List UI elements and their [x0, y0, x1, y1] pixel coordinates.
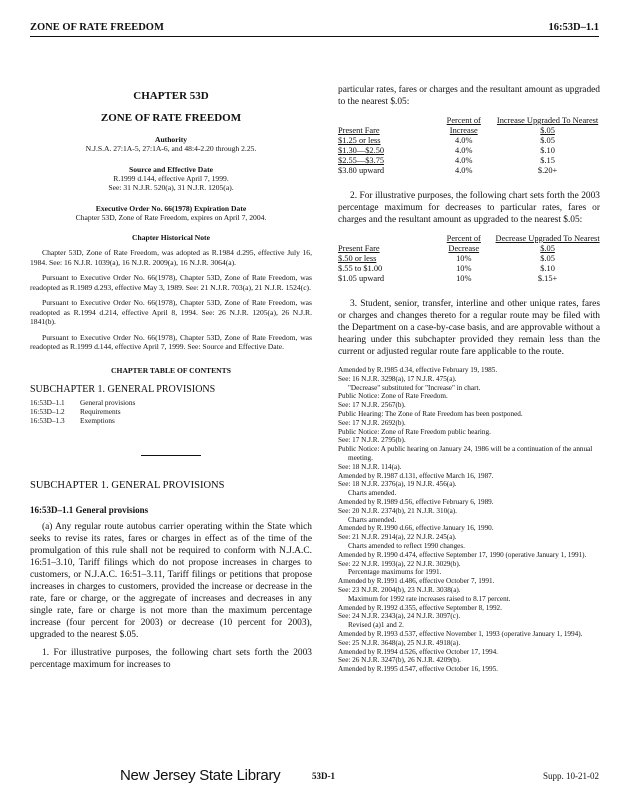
amendment-line: Charts amended. — [348, 515, 397, 524]
chapter-name: ZONE OF RATE FREEDOM — [100, 112, 242, 124]
toc-entry-number: 16:53D–1.2 — [30, 406, 65, 416]
table-header: Decrease Upgraded To Nearest $.05 — [495, 234, 600, 253]
paragraph-2: 2. For illustrative purposes, the following chart sets forth the 2003 percentage maximum for decreases to particular rates, fares or charges and the resultant amount as upgraded to the nearest $.05: — [338, 191, 600, 225]
source-heading: Source and Effective Date — [128, 164, 213, 174]
table-header: Increase Upgraded To Nearest $.05 — [496, 116, 599, 135]
section-divider — [141, 455, 201, 456]
amendment-line: Amended by R.1993 d.537, effective November 1, 1993 (operative January 1, 1994). — [338, 629, 583, 638]
table-cell: $.05 — [540, 254, 555, 263]
authority-text: N.J.S.A. 27:1A-5, 27:1A-6, and 48:4-2.20 through 2.25. — [85, 144, 257, 153]
table-cell: $3.80 upward — [338, 166, 385, 175]
left-column — [30, 50, 312, 671]
amendment-line: See: 25 N.J.R. 3648(a), 25 N.J.R. 4918(a). — [338, 638, 461, 647]
table-row — [338, 166, 600, 176]
amendment-line: See: 17 N.J.R. 2567(b). — [338, 401, 406, 410]
page-number: 53D-1 — [312, 771, 335, 781]
history-note: Pursuant to Executive Order No. 66(1978), Chapter 53D, Zone of Rate Freedom, was readopted as R.1994 d.214, effective April 8, 1994. See: 26 N.J.R. 1205(a), 26 N.J.R. 1841(b). — [30, 298, 312, 326]
toc-subchapter: SUBCHAPTER 1. GENERAL PROVISIONS — [30, 383, 216, 395]
table-cell: 4.0% — [455, 146, 473, 155]
table-cell: 10% — [456, 264, 472, 273]
table-header: Present Fare — [338, 126, 380, 135]
table-cell: 10% — [456, 254, 472, 263]
amendment-line: Amended by R.1985 d.34, effective February 19, 1985. — [338, 366, 498, 374]
table-cell: $.50 or less — [338, 254, 377, 263]
amendment-line: Amended by R.1992 d.355, effective September 8, 1992. — [338, 603, 502, 612]
paragraph-3: 3. Student, senior, transfer, interline and other unique rates, fares or charges and changes thereto for a regular route may be filed with the Department on a case-by-case basis, and are approvable without a hearing under this subchapter provided they remain less than the current or adjusted regular route fare applicable to the route. — [338, 299, 600, 357]
library-stamp: New Jersey State Library — [120, 767, 281, 784]
amendment-line: Maximum for 1992 rate increases raised to 8.17 percent. — [348, 594, 511, 603]
amendment-line: See: 18 N.J.R. 2376(a), 19 N.J.R. 456(a). — [338, 480, 457, 489]
header-section: 16:53D–1.1 — [548, 22, 599, 33]
eo-text: Chapter 53D, Zone of Rate Freedom, expires on April 7, 2004. — [75, 212, 267, 222]
right-column — [338, 50, 600, 674]
toc-entry-title: Requirements — [80, 406, 121, 416]
table-cell: $1.25 or less — [338, 136, 381, 145]
history-note: Pursuant to Executive Order No. 66(1978), Chapter 53D, Zone of Rate Freedom, was readopted as R.1999 d.144, effective April 7, 1999. See: Source and Effective Date. — [30, 332, 312, 351]
amendment-line: See: 16 N.J.R. 3298(a), 17 N.J.R. 475(a). — [338, 374, 457, 383]
history-note: Chapter 53D, Zone of Rate Freedom, was adopted as R.1984 d.295, effective July 16, 1984. See: 16 N.J.R. 1039(a), 16 N.J.R. 2009(a), 16 N.J.R. 3064(a). — [30, 248, 312, 267]
table-row — [338, 136, 600, 146]
history-heading: Chapter Historical Note — [132, 233, 210, 242]
amendment-line: Public Hearing: The Zone of Rate Freedom has been postponed. — [338, 409, 523, 418]
header-title: ZONE OF RATE FREEDOM — [30, 22, 164, 33]
amendment-line: See: 17 N.J.R. 2692(b). — [338, 418, 406, 427]
amendment-line: See: 22 N.J.R. 1993(a), 22 N.J.R. 3029(b). — [338, 559, 461, 568]
toc-entry[interactable] — [30, 398, 312, 407]
table-row — [338, 254, 600, 264]
amendment-line: Public Notice: Zone of Rate Freedom public hearing. — [338, 427, 491, 436]
amendment-line: Amended by R.1991 d.486, effective October 7, 1991. — [338, 577, 495, 586]
source-text-2: See: 31 N.J.R. 520(a), 31 N.J.R. 1205(a). — [108, 183, 234, 192]
table-row — [338, 156, 600, 166]
running-header — [30, 22, 599, 37]
amendment-line: Public Notice: A public hearing on January 24, 1986 will be a continuation of the annual meeting. — [338, 445, 593, 462]
paragraph-a: (a) Any regular route autobus carrier operating within the State which seeks to revise its rates, fares or charges in effect as of the time of the promulgation of this rule shall not be required to conform with N.J.A.C. 16:51–3.10, Tariff filings which do not propose increases in charges to customers, or N.J.A.C. 16:51–3.11, Tariff filings or petitions that propose increases in charges to customers, provided the increase or decrease in the rate, fare or charge, or the aggregate of increases and decreases in any single rate, fare or charge is not more than the maximum percentage increase (four percent for 2003) or decrease (10 percent for 2003), upgraded to the nearest $.05. — [30, 521, 312, 640]
table-cell: $.15 — [540, 156, 555, 165]
section-heading: 16:53D–1.1 General provisions — [30, 504, 149, 515]
amendment-line: Amended by R.1995 d.547, effective October 16, 1995. — [338, 665, 498, 674]
amendment-line: See: 20 N.J.R. 2374(b), 21 N.J.R. 310(a). — [338, 506, 457, 515]
toc-list — [30, 398, 312, 425]
amendment-line: "Decrease" substituted for "Increase" in chart. — [348, 383, 481, 392]
toc-entry-number: 16:53D–1.3 — [30, 415, 65, 425]
eo-heading: Executive Order No. 66(1978) Expiration Date — [95, 203, 247, 213]
amendment-line: See: 23 N.J.R. 2004(b), 23 N.J.R. 3038(a). — [338, 585, 461, 594]
amendment-line: Amended by R.1994 d.526, effective October 17, 1994. — [338, 647, 498, 656]
source-text-1: R.1999 d.144, effective April 7, 1999. — [113, 173, 229, 183]
table-cell: $2.55—$3.75 — [338, 156, 385, 165]
amendment-line: See: 17 N.J.R. 2795(b). — [338, 436, 406, 445]
table-cell: $.05 — [540, 136, 555, 145]
table-header: Present Fare — [338, 244, 380, 253]
table-cell: 4.0% — [455, 156, 473, 165]
amendment-line: Public Notice: Zone of Rate Freedom. — [338, 392, 448, 401]
table-cell: $.20+ — [537, 166, 558, 175]
table-row — [338, 264, 600, 274]
table-row — [338, 274, 600, 284]
table-row — [338, 146, 600, 156]
supplement-date: Supp. 10-21-02 — [543, 771, 599, 781]
amendment-line: Charts amended. — [348, 489, 397, 498]
table-header: Percent of Increase — [446, 116, 481, 135]
toc-entry[interactable] — [30, 416, 312, 425]
amendment-line: See: 21 N.J.R. 2914(a), 22 N.J.R. 245(a). — [338, 533, 457, 542]
table-cell: $.10 — [540, 146, 555, 155]
table-cell: $1.30—$2.50 — [338, 146, 385, 155]
table-cell: 4.0% — [455, 136, 473, 145]
amendment-history — [338, 366, 600, 674]
toc-entry-number: 16:53D–1.1 — [30, 397, 65, 407]
paragraph-1-continued: particular rates, fares or charges and the resultant amount as upgraded to the nearest $.05: — [338, 85, 600, 107]
amendment-line: Amended by R.1989 d.56, effective February 6, 1989. — [338, 497, 494, 506]
amendment-line: Charts amended to reflect 1990 changes. — [348, 541, 465, 550]
table-header: Percent of Decrease — [446, 234, 481, 253]
increase-table — [338, 116, 600, 176]
amendment-line: Amended by R.1990 d.66, effective January 16, 1990. — [338, 524, 494, 533]
amendment-line: Amended by R.1990 d.474, effective September 17, 1990 (operative January 1, 1991). — [338, 550, 587, 559]
history-note: Pursuant to Executive Order No. 66(1978), Chapter 53D, Zone of Rate Freedom, was readopted as R.1989 d.293, effective May 3, 1989. See: 21 N.J.R. 703(a), 21 N.J.R. 1524(c). — [30, 273, 312, 292]
authority-heading: Authority — [154, 135, 188, 144]
table-cell: 4.0% — [455, 166, 473, 175]
decrease-table — [338, 234, 600, 284]
amendment-line: Percentage maximums for 1991. — [348, 568, 442, 577]
table-cell: $.15+ — [537, 274, 558, 283]
table-cell: 10% — [456, 274, 472, 283]
toc-entry-title: Exemptions — [80, 415, 115, 425]
subchapter-heading: SUBCHAPTER 1. GENERAL PROVISIONS — [30, 479, 225, 491]
table-cell: $1.05 upward — [338, 274, 385, 283]
toc-entry[interactable] — [30, 407, 312, 416]
amendment-line: Revised (a)1 and 2. — [348, 621, 404, 630]
chapter-number: CHAPTER 53D — [133, 90, 209, 102]
paragraph-1: 1. For illustrative purposes, the following chart sets forth the 2003 percentage maximum for increases to — [30, 647, 312, 670]
amendment-line: Amended by R.1987 d.131, effective March 16, 1987. — [338, 471, 494, 480]
amendment-line: See: 24 N.J.R. 2343(a), 24 N.J.R. 3097(c). — [338, 612, 461, 621]
table-cell: $.55 to $1.00 — [338, 264, 383, 273]
amendment-line: See: 26 N.J.R. 3247(b), 26 N.J.R. 4209(b). — [338, 656, 461, 665]
toc-heading: CHAPTER TABLE OF CONTENTS — [111, 365, 231, 375]
toc-entry-title: General provisions — [80, 397, 136, 407]
amendment-line: See: 18 N.J.R. 114(a). — [338, 462, 402, 471]
table-cell: $.10 — [540, 264, 555, 273]
